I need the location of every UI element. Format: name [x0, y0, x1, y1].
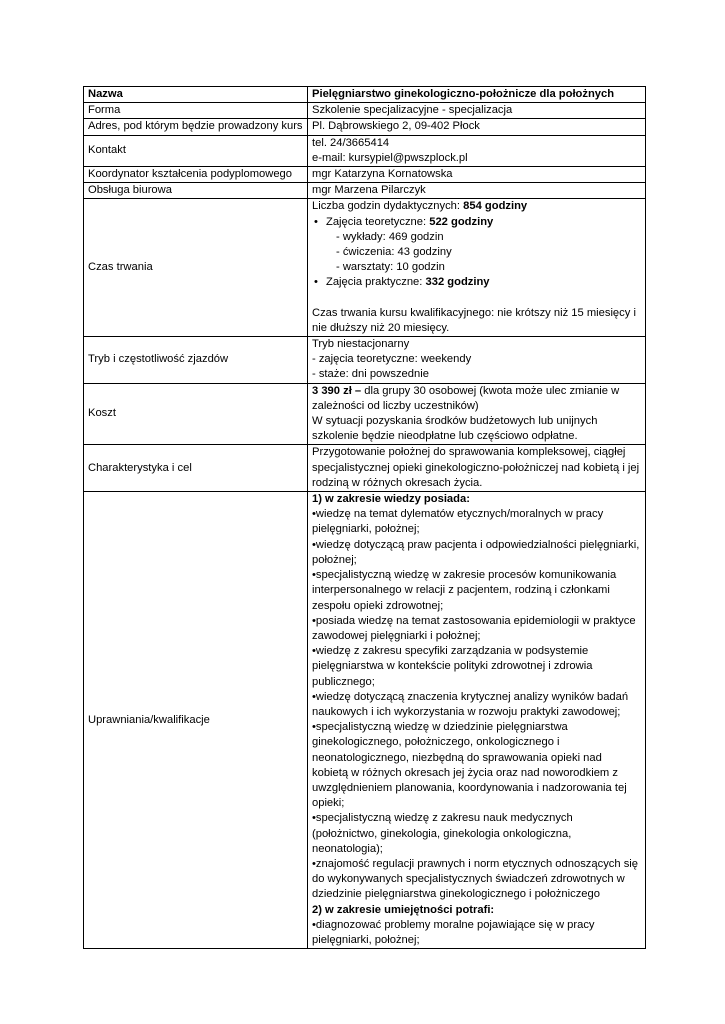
table-row	[84, 135, 646, 166]
mode-line-3: - staże: dni powszednie	[312, 368, 429, 381]
table-row	[84, 445, 646, 492]
table-row	[84, 337, 646, 384]
list-item: • posiada wiedzę na temat zastosowania epidemiologii w praktyce zawodowej pielęgniarki i położnej;	[312, 614, 641, 644]
table-row	[84, 183, 646, 199]
list-item: • specjalistyczną wiedzę w dziedzinie pielęgniarstwa ginekologicznego, położniczego, onkologicznego i neonatologicznego, niezbędną do sprawowania opieki nad kobietą w różnych okresach jej życia oraz nad noworodkiem z uwzględnieniem planowania, koordynowania i nadzorowania tej opieki;	[312, 720, 641, 811]
cost-amount: 3 390 zł –	[312, 384, 362, 397]
duration-label: Czas trwania	[84, 199, 308, 337]
cost-main	[312, 384, 641, 414]
office-label: Obsługa biurowa	[84, 183, 308, 199]
practice-hours-prefix: Zajęcia praktyczne:	[326, 276, 426, 289]
knowledge-heading: 1) w zakresie wiedzy posiada:	[312, 493, 470, 506]
list-item: • specjalistyczną wiedzę z zakresu nauk medycznych (położnictwo, ginekologia, ginekologia onkologiczna, neonatologia);	[312, 811, 641, 857]
total-hours	[312, 199, 641, 214]
address-value: Pl. Dąbrowskiego 2, 09-402 Płock	[308, 119, 646, 135]
table-row	[84, 167, 646, 183]
theory-hours-value: 522 godziny	[429, 215, 494, 228]
name-label: Nazwa	[84, 87, 308, 103]
description-label: Charakterystyka i cel	[84, 445, 308, 492]
exercises-hours: - ćwiczenia: 43 godziny	[336, 246, 452, 259]
contact-value	[308, 135, 646, 166]
table-row	[84, 492, 646, 949]
coordinator-value: mgr Katarzyna Kornatowska	[308, 167, 646, 183]
address-label: Adres, pod którym będzie prowadzony kurs	[84, 119, 308, 135]
description-value: Przygotowanie położnej do sprawowania kompleksowej, ciągłej specjalistycznej opieki ginekologiczno-położniczej nad kobietą i jej rodziną w różnych okresach życia.	[308, 445, 646, 492]
cost-text-2: W sytuacji pozyskania środków budżetowych lub unijnych szkolenie będzie nieodpłatne lub częściowo odpłatne.	[312, 415, 598, 443]
mode-label: Tryb i częstotliwość zjazdów	[84, 337, 308, 384]
list-item: • wiedzę na temat dylematów etycznych/moralnych w pracy pielęgniarki, położnej;	[312, 507, 641, 537]
cost-label: Koszt	[84, 383, 308, 445]
list-item: • diagnozować problemy moralne pojawiające się w pracy pielęgniarki, położnej;	[312, 918, 641, 948]
table-row	[84, 103, 646, 119]
list-item: • specjalistyczną wiedzę w zakresie procesów komunikowania interpersonalnego w relacji z pacjentem, rodziną i członkami zespołu opieki zdrowotnej;	[312, 568, 641, 614]
list-item: • znajomość regulacji prawnych i norm etycznych odnoszących się do wykonywanych specjalistycznych świadczeń zdrowotnych w dziedzinie pielęgniarstwa ginekologicznego i położniczego	[312, 857, 641, 903]
table-row	[84, 199, 646, 337]
mode-line-1: Tryb niestacjonarny	[312, 338, 410, 351]
practice-hours-value: 332 godziny	[425, 276, 490, 289]
spacer	[312, 291, 641, 306]
lectures-hours: - wykłady: 469 godzin	[336, 230, 444, 243]
practice-hours	[312, 275, 641, 290]
list-item: • wiedzę z zakresu specyfiki zarządzania w podsystemie pielęgniarstwa w kontekście polityki zdrowotnej i zdrowia publicznego;	[312, 644, 641, 690]
mode-value	[308, 337, 646, 384]
contact-email: e-mail: kursypiel@pwszplock.pl	[312, 151, 468, 164]
coordinator-label: Koordynator kształcenia podyplomowego	[84, 167, 308, 183]
form-label: Forma	[84, 103, 308, 119]
qualifications-label: Uprawniania/kwalifikacje	[84, 492, 308, 949]
qualifications-value	[308, 492, 646, 949]
table-row	[84, 119, 646, 135]
table-row	[84, 383, 646, 445]
office-value: mgr Marzena Pilarczyk	[308, 183, 646, 199]
table-row	[84, 87, 646, 103]
cost-value	[308, 383, 646, 445]
course-info-table	[83, 86, 646, 949]
contact-label: Kontakt	[84, 135, 308, 166]
skills-heading: 2) w zakresie umiejętności potrafi:	[312, 903, 495, 916]
contact-phone: tel. 24/3665414	[312, 136, 390, 149]
theory-hours	[312, 215, 641, 230]
list-item: • wiedzę dotyczącą znaczenia krytycznej analizy wyników badań naukowych i ich wykorzystania w rozwoju praktyki zawodowej;	[312, 690, 641, 720]
course-name: Pielęgniarstwo ginekologiczno-położnicze dla położnych	[308, 87, 646, 103]
list-item: • wiedzę dotyczącą praw pacjenta i odpowiedzialności pielęgniarki, położnej;	[312, 538, 641, 568]
mode-line-2: - zajęcia teoretyczne: weekendy	[312, 353, 472, 366]
cost-text-1: dla grupy 30 osobowej (kwota może ulec zmianie w zależności od liczby uczestników)	[312, 384, 620, 412]
theory-hours-prefix: Zajęcia teoretyczne:	[326, 215, 430, 228]
total-hours-value: 854 godziny	[463, 200, 528, 213]
workshops-hours: - warsztaty: 10 godzin	[336, 261, 445, 274]
duration-note: Czas trwania kursu kwalifikacyjnego: nie krótszy niż 15 miesięcy i nie dłuższy niż 20 miesięcy.	[312, 306, 636, 334]
form-value: Szkolenie specjalizacyjne - specjalizacja	[308, 103, 646, 119]
duration-value	[308, 199, 646, 337]
total-hours-prefix: Liczba godzin dydaktycznych:	[312, 200, 464, 213]
